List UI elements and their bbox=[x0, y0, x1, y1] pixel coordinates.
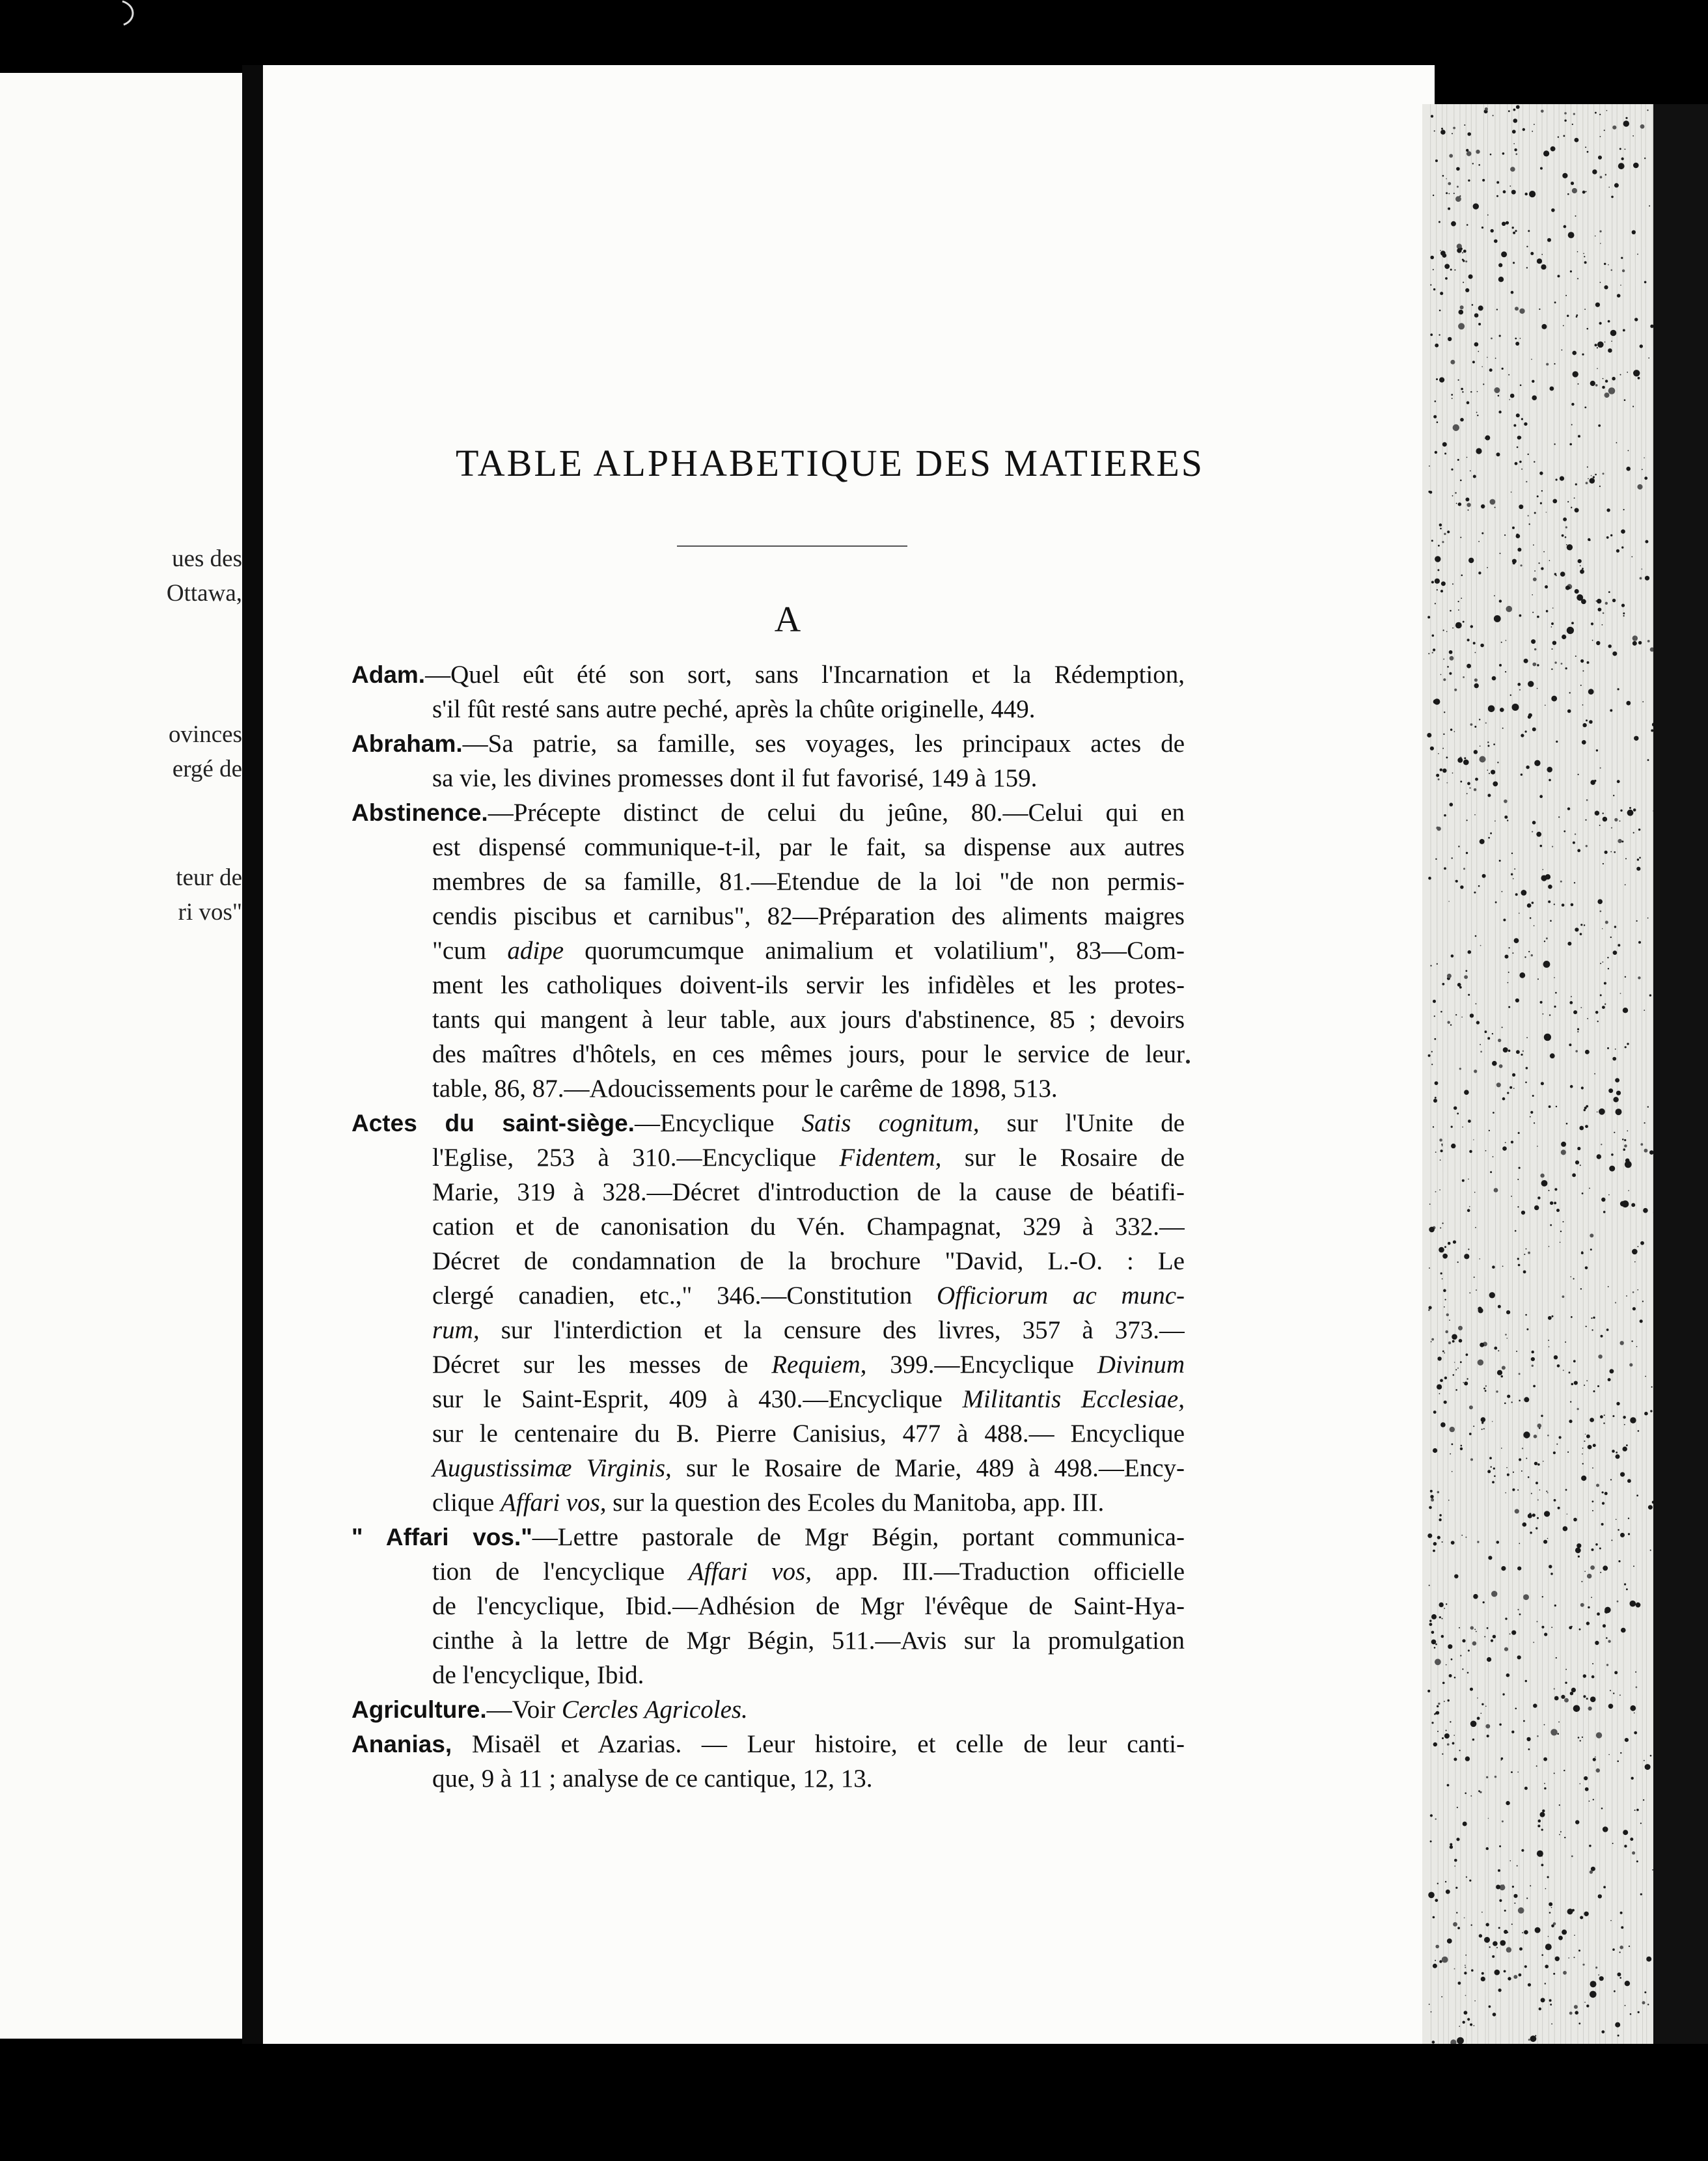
entry-line bbox=[351, 933, 1185, 968]
entry-actes-du-saint-siege bbox=[351, 1106, 1185, 1140]
entry-text-italic: Satis cognitum, bbox=[801, 1109, 980, 1137]
entry-line: membres de sa famille, 81.—Etendue de la loi "de non permis- bbox=[432, 868, 1185, 896]
entry-text: sur le Rosaire de bbox=[941, 1144, 1185, 1172]
entry-line bbox=[351, 1451, 1185, 1485]
entry-line: table, 86, 87.—Adoucissements pour le carême de 1898, 513. bbox=[432, 1075, 1058, 1103]
entry-text-italic: Divinum bbox=[1097, 1351, 1185, 1379]
entry-line bbox=[351, 1554, 1185, 1589]
book-edge-shadow bbox=[1653, 104, 1708, 2044]
entry-text-italic: Augustissimæ Virginis, bbox=[432, 1454, 672, 1482]
entry-line: est dispensé communique-t-il, par le fait, sa dispense aux autres bbox=[432, 833, 1185, 861]
entry-text: tion de l'encyclique bbox=[432, 1558, 689, 1586]
entry-line: sur le centenaire du B. Pierre Canisius, 477 à 488.— Encyclique bbox=[432, 1420, 1185, 1448]
entry-text-italic: Affari vos, bbox=[688, 1558, 812, 1586]
headword: Ananias, bbox=[351, 1731, 452, 1757]
entry-line: cendis piscibus et carnibus", 82—Préparation des aliments maigres bbox=[432, 902, 1185, 930]
entry-text: sur l'Unite de bbox=[979, 1109, 1185, 1137]
entry-line: de l'encyclique, Ibid. bbox=[432, 1661, 644, 1689]
entry-text-italic: Officiorum ac munc- bbox=[937, 1282, 1185, 1310]
entry-line: ment les catholiques doivent-ils servir les infidèles et les protes- bbox=[432, 971, 1185, 999]
entry-text: app. III.—Traduction officielle bbox=[811, 1558, 1185, 1586]
speckle-pattern bbox=[1422, 104, 1689, 2044]
entry-line bbox=[351, 1140, 1185, 1175]
entry-line bbox=[351, 1382, 1185, 1416]
scan-corner-mark bbox=[117, 0, 143, 26]
entry-affari-vos bbox=[351, 1520, 1185, 1554]
left-fragment-line: ovinces bbox=[168, 721, 242, 748]
left-fragment-line: ergé de bbox=[172, 756, 242, 782]
entry-text: —Lettre pastorale de Mgr Bégin, portant communica- bbox=[532, 1523, 1185, 1551]
entry-text: —Sa patrie, sa famille, ses voyages, les principaux actes de bbox=[462, 730, 1185, 758]
entry-text: —Encyclique bbox=[634, 1109, 802, 1137]
entry-ananias bbox=[351, 1727, 1185, 1761]
entry-text: clique bbox=[432, 1489, 501, 1517]
entry-line: tants qui mangent à leur table, aux jours d'abstinence, 85 ; devoirs bbox=[432, 1006, 1185, 1034]
entry-line: de l'encyclique, Ibid.—Adhésion de Mgr l'évêque de Saint-Hya- bbox=[432, 1592, 1185, 1620]
left-fragment-line: ues des bbox=[172, 545, 242, 572]
entry-line: des maîtres d'hôtels, en ces mêmes jours, pour le service de leur bbox=[432, 1040, 1185, 1068]
headword: Actes du saint-siège. bbox=[351, 1110, 635, 1136]
entry-line: cation et de canonisation du Vén. Champagnat, 329 à 332.— bbox=[432, 1213, 1185, 1241]
entry-text: "cum bbox=[432, 937, 508, 965]
entry-text-italic: adipe bbox=[507, 937, 564, 965]
entry-adam bbox=[351, 657, 1185, 692]
headword: Adam. bbox=[351, 661, 426, 688]
title-divider bbox=[677, 545, 907, 547]
left-page-fragment bbox=[0, 73, 242, 2039]
entry-line: Marie, 319 à 328.—Décret d'introduction de la cause de béatifi- bbox=[432, 1178, 1185, 1206]
entry-text: sur le Saint-Esprit, 409 à 430.—Encyclique bbox=[432, 1385, 963, 1413]
left-fragment-line: ri vos" bbox=[178, 899, 242, 926]
entry-line: sa vie, les divines promesses dont il fut favorisé, 149 à 159. bbox=[432, 764, 1038, 792]
entry-text: l'Eglise, 253 à 310.—Encyclique bbox=[432, 1144, 840, 1172]
entry-line bbox=[351, 1347, 1185, 1382]
entry-agriculture bbox=[351, 1692, 1185, 1727]
entry-line: cinthe à la lettre de Mgr Bégin, 511.—Avis sur la promulgation bbox=[432, 1627, 1185, 1655]
section-letter: A bbox=[774, 599, 801, 640]
entry-line bbox=[351, 1313, 1185, 1347]
headword: Agriculture. bbox=[351, 1696, 487, 1723]
entry-text: clergé canadien, etc.," 346.—Constitution bbox=[432, 1282, 937, 1310]
entry-abraham bbox=[351, 726, 1185, 761]
entry-text-italic: Affari vos, bbox=[501, 1489, 607, 1517]
entry-text-italic: Fidentem, bbox=[839, 1144, 942, 1172]
ink-speck bbox=[1186, 1060, 1190, 1064]
page-title: TABLE ALPHABETIQUE DES MATIERES bbox=[456, 442, 1205, 484]
entry-line bbox=[351, 1278, 1185, 1313]
entry-line: Décret de condamnation de la brochure "David, L.-O. : Le bbox=[432, 1247, 1185, 1275]
entry-line: que, 9 à 11 ; analyse de ce cantique, 12, 13. bbox=[432, 1765, 873, 1793]
headword: " Affari vos." bbox=[351, 1524, 532, 1550]
entry-text: sur l'interdiction et la censure des livres, 357 à 373.— bbox=[479, 1316, 1185, 1344]
entry-line bbox=[351, 1485, 1185, 1520]
entry-text-italic: Requiem, bbox=[771, 1351, 867, 1379]
entry-text: Décret sur les messes de bbox=[432, 1351, 772, 1379]
entry-text: —Précepte distinct de celui du jeûne, 80.—Celui qui en bbox=[488, 799, 1185, 827]
left-fragment-line: teur de bbox=[176, 864, 242, 891]
entry-text-italic: Cercles Agricoles. bbox=[561, 1696, 748, 1724]
entry-text: 399.—Encyclique bbox=[866, 1351, 1097, 1379]
index-entries bbox=[351, 657, 1185, 1796]
left-fragment-line: Ottawa, bbox=[166, 580, 242, 607]
book-gutter bbox=[242, 65, 263, 2044]
speckled-page-edges bbox=[1422, 104, 1689, 2044]
entry-text: quorumcumque animalium et volatilium", 83—Com- bbox=[564, 937, 1185, 965]
entry-text: —Quel eût été son sort, sans l'Incarnation et la Rédemption, bbox=[425, 661, 1185, 689]
entry-text: sur la question des Ecoles du Manitoba, app. III. bbox=[606, 1489, 1105, 1517]
entry-abstinence bbox=[351, 795, 1185, 830]
headword: Abraham. bbox=[351, 730, 463, 757]
entry-text: —Voir bbox=[486, 1696, 562, 1724]
entry-line: s'il fût resté sans autre peché, après la chûte originelle, 449. bbox=[432, 695, 1036, 723]
entry-text: Misaël et Azarias. — Leur histoire, et celle de leur canti- bbox=[452, 1730, 1185, 1758]
headword: Abstinence. bbox=[351, 799, 488, 826]
entry-text-italic: Militantis Ecclesiae, bbox=[962, 1385, 1185, 1413]
entry-text: sur le Rosaire de Marie, 489 à 498.—Ency- bbox=[671, 1454, 1185, 1482]
entry-text-italic: rum, bbox=[432, 1316, 480, 1344]
